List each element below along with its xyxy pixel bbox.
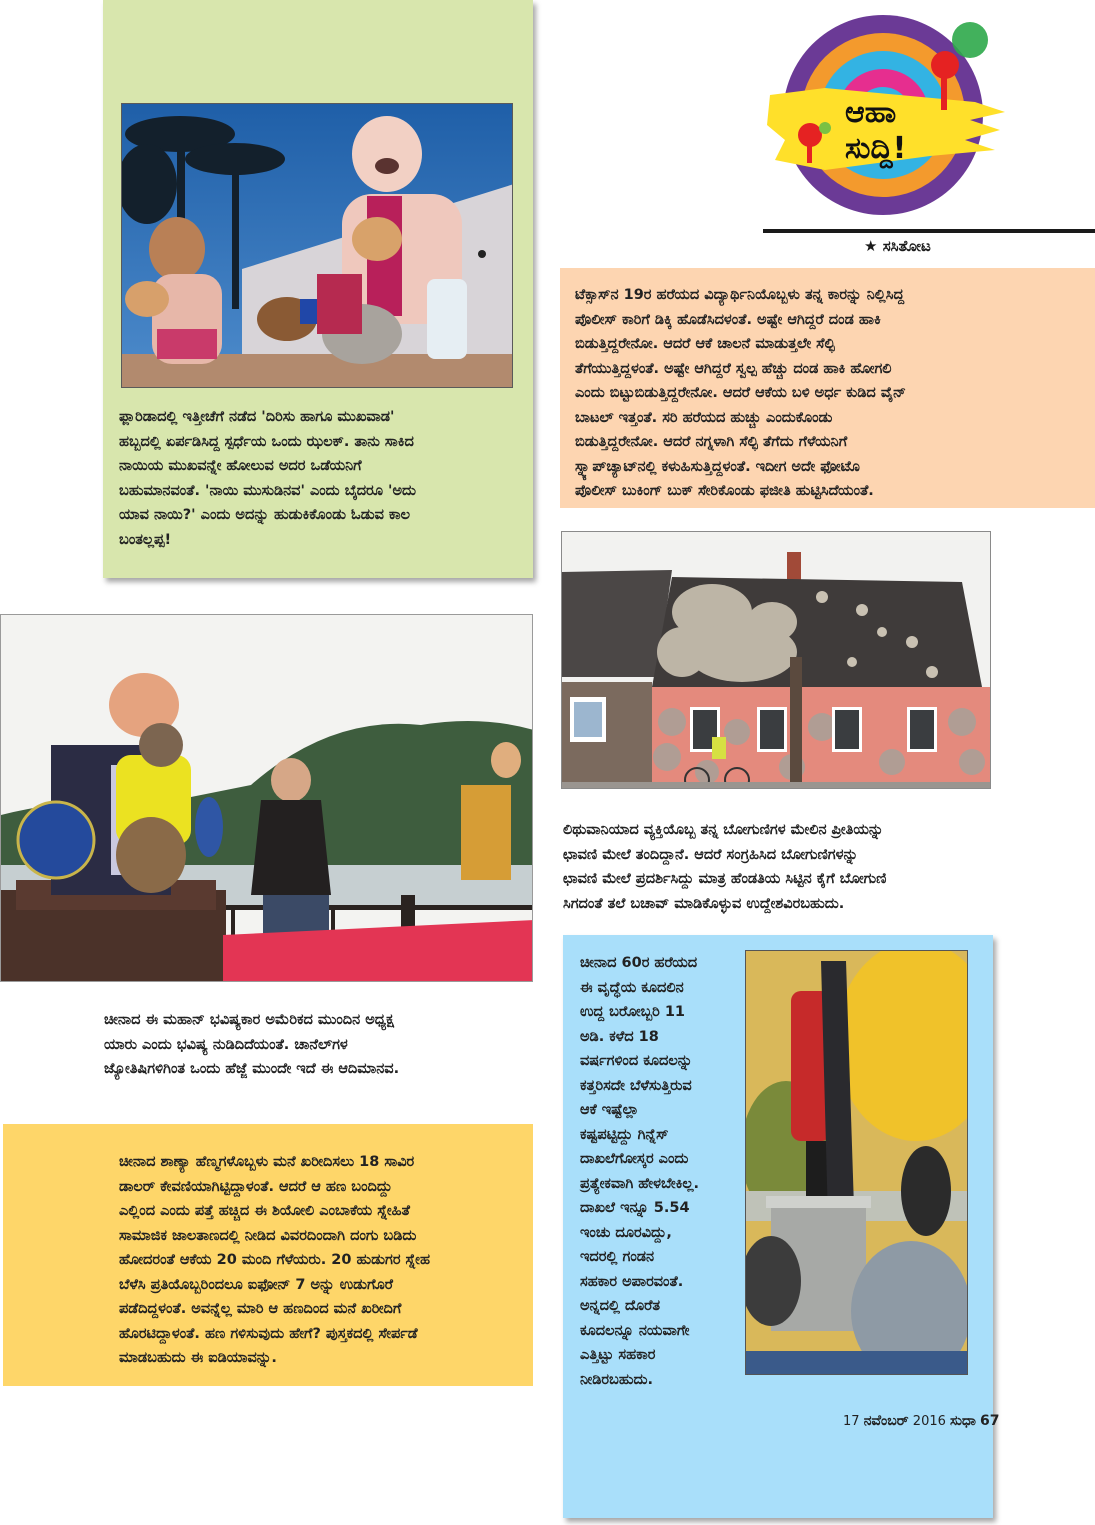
iphone-girl-text xyxy=(119,1150,514,1371)
story-line: ಎತ್ತಿಟ್ಟು ಸಹಕಾರ xyxy=(580,1347,656,1363)
caption-line: ಫ್ಲಾರಿಡಾದಲ್ಲಿ ಇತ್ತೀಚೆಗೆ ನಡೆದ 'ದಿರಿಸು ಹಾಗೂ ಮುಖವಾಡ' xyxy=(119,409,395,425)
issue-day: 17 xyxy=(843,1414,860,1429)
story-line: ಮಾಡಬಹುದು ಈ ಐಡಿಯಾವನ್ನು. xyxy=(119,1350,277,1366)
story-line: ಚೀನಾದ 60ರ ಹರೆಯದ xyxy=(580,955,698,971)
logo-text-line1: ಆಹಾ xyxy=(845,95,897,130)
story-line: ದಾಖಲೆಗೋಸ್ಕರ ಎಂದು xyxy=(580,1151,689,1167)
story-line: ಕತ್ತರಿಸದೇ ಬೆಳೆಸುತ್ತಿರುವ xyxy=(580,1077,692,1094)
story-line: ಉದ್ದ ಬರೋಬ್ಬರಿ 11 xyxy=(580,1004,686,1020)
caption-line: ಸಿಗದಂತೆ ತಲೆ ಬಚಾವ್ ಮಾಡಿಕೊಳ್ಳುವ ಉದ್ದೇಶವಿರಬಹುದು. xyxy=(563,895,845,912)
story-line: ಬಾಟಲ್ ಇತ್ತಂತೆ. ಸರಿ ಹರೆಯದ ಹುಚ್ಚು ಎಂದುಕೊಂಡು xyxy=(575,409,833,426)
woman-with-long-hair-photo xyxy=(745,950,968,1375)
caption-line: ಹಬ್ಬದಲ್ಲಿ ಏರ್ಪಡಿಸಿದ್ದ ಸ್ಪರ್ಧೆಯ ಒಂದು ಝಲಕ್. ತಾನು ಸಾಕಿದ xyxy=(119,433,414,450)
story-line: ತೆಗೆಯುತ್ತಿದ್ದಳಂತೆ. ಅಷ್ಟೇ ಆಗಿದ್ದರೆ ಸ್ವಲ್ಪ ಹೆಚ್ಚು ದಂಡ ಹಾಕಿ ಹೋಗಲಿ xyxy=(575,360,892,377)
story-line: ಚೀನಾದ ಶಾಣ್ಯಾ ಹೆಣ್ಮಗಳೊಬ್ಬಳು ಮನೆ ಖರೀದಿಸಲು 18 ಸಾವಿರ xyxy=(119,1154,415,1170)
story-line: ವರ್ಷಗಳಿಂದ ಕೂದಲನ್ನು xyxy=(580,1053,693,1069)
story-line: ಬಿಡುತ್ತಿದ್ದರೇನೋ. ಆದರೆ ಆಕೆ ಚಾಲನೆ ಮಾಡುತ್ತಲೇ ಸೆಲ್ಫಿ xyxy=(575,336,835,352)
page-number: 67 xyxy=(980,1413,1000,1429)
house-covered-with-pans-photo xyxy=(561,531,991,789)
story-line: ಪೊಲೀಸ್ ಕಾರಿಗೆ ಡಿಕ್ಕಿ ಹೊಡೆಸಿದಳಂತೆ. ಅಷ್ಟೇ ಆಗಿದ್ದರೆ ದಂಡ ಹಾಕಿ xyxy=(575,311,881,328)
caption-line: ಜ್ಯೋತಿಷಿಗಳಿಗಿಂತ ಒಂದು ಹೆಜ್ಜೆ ಮುಂದೇ ಇದೆ ಈ ಆದಿಮಾನವ. xyxy=(104,1061,400,1077)
story-line: ಹೊರಟಿದ್ದಾಳಂತೆ. ಹಣ ಗಳಿಸುವುದು ಹೇಗೆ? ಪುಸ್ತಕದಲ್ಲಿ ಸೇರ್ಪಡೆ xyxy=(119,1325,418,1342)
logo-text-line2: ಸುದ್ದಿ! xyxy=(845,131,907,166)
caption-line: ಛಾವಣಿ ಮೇಲೆ ತಂದಿದ್ದಾನೆ. ಆದರೆ ಸಂಗ್ರಹಿಸಿದ ಬೋಗುಣಿಗಳನ್ನು xyxy=(563,846,859,863)
story-line: ದಾಖಲೆ ಇನ್ನೂ 5.54 xyxy=(580,1200,690,1216)
issue-month: ನವೆಂಬರ್ xyxy=(863,1413,909,1429)
story-line: ಪ್ರತ್ಯೇಕವಾಗಿ ಹೇಳಬೇಕಿಲ್ಲ. xyxy=(580,1175,700,1192)
long-hair-text xyxy=(580,951,740,1392)
story-line: ಇಂಚು ದೂರವಿದ್ದು, xyxy=(580,1224,672,1241)
dog-festival-caption xyxy=(119,405,519,552)
caption-line: ಲಿಥುವಾನಿಯಾದ ವ್ಯಕ್ತಿಯೊಬ್ಬ ತನ್ನ ಬೋಗುಣಿಗಳ ಮೇಲಿನ ಪ್ರೀತಿಯನ್ನು xyxy=(563,822,884,838)
story-line: ಪೊಲೀಸ್ ಬುಕಿಂಗ್ ಬುಕ್ ಸೇರಿಕೊಂಡು ಫಜೀತಿ ಹುಟ್ಟಿಸಿದೆಯಂತೆ. xyxy=(575,483,874,499)
aha-suddi-logo xyxy=(765,10,1015,215)
star-icon: ★ xyxy=(864,237,878,255)
story-line: ನೀಡಿರಬಹುದು. xyxy=(580,1371,654,1388)
caption-line: ಬಂತಲ್ಲಪ್ಪ! xyxy=(119,531,172,548)
caption-line: ಯಾವ ನಾಯಿ?' ಎಂದು ಅದನ್ನು ಹುಡುಕಿಕೊಂಡು ಓಡುವ ಕಾಲ xyxy=(119,507,410,523)
story-line: ಸಹಕಾರ ಅಪಾರವಂತೆ. xyxy=(580,1273,684,1290)
story-line: ಇದರಲ್ಲಿ ಗಂಡನ xyxy=(580,1249,655,1265)
monkey-predicting-election-photo xyxy=(0,614,533,982)
section-divider xyxy=(763,229,1095,233)
story-line: ಸಾಮಾಜಿಕ ಜಾಲತಾಣದಲ್ಲಿ ನೀಡಿದ ವಿವರದಿಂದಾಗಿ ದಂಗು ಬಡಿದು xyxy=(119,1227,417,1244)
lithuania-house-caption xyxy=(563,818,993,916)
story-line: ಬಿಡುತ್ತಿದ್ದರೇನೋ. ಆದರೆ ನಗ್ನಳಾಗಿ ಸೆಲ್ಫಿ ತೆಗೆದು ಗೆಳೆಯನಿಗೆ xyxy=(575,434,848,450)
story-line: ಟೆಕ್ಸಾಸ್‌ನ 19ರ ಹರೆಯದ ವಿದ್ಯಾರ್ಥಿನಿಯೊಬ್ಬಳು ತನ್ನ ಕಾರನ್ನು ನಿಲ್ಲಿಸಿದ್ದ xyxy=(575,287,905,303)
caption-line: ಚೀನಾದ ಈ ಮಹಾನ್ ಭವಿಷ್ಯಕಾರ ಅಮೆರಿಕದ ಮುಂದಿನ ಅಧ್ಯಕ್ಷ xyxy=(104,1012,394,1028)
story-line: ಈ ವೃದ್ಧೆಯ ಕೂದಲಿನ xyxy=(580,979,684,996)
magazine-name: ಸುಧಾ xyxy=(950,1413,976,1429)
story-line: ಅನ್ನದಲ್ಲಿ ದೊರೆತ xyxy=(580,1298,661,1314)
monkey-prophet-caption xyxy=(104,1008,494,1082)
story-line: ಸ್ನ್ಯಾಪ್‌ಚ್ಯಾಟ್‌ನಲ್ಲಿ ಕಳುಹಿಸುತ್ತಿದ್ದಳಂತೆ. ಇದೀಗ ಅದೇ ಫೋಟೊ xyxy=(575,458,860,475)
dog-costume-festival-photo xyxy=(121,103,513,388)
issue-year: 2016 xyxy=(912,1414,946,1429)
story-line: ಎಲ್ಲಿಂದ ಎಂದು ಪತ್ತೆ ಹಚ್ಚಿದ ಈ ಶಿಯೋಲಿ ಎಂಬಾಕೆಯ ಸ್ನೇಹಿತೆ xyxy=(119,1203,410,1219)
story-line: ಹೋದರಂತೆ ಆಕೆಯ 20 ಮಂದಿ ಗೆಳೆಯರು. 20 ಹುಡುಗರ ಸ್ನೇಹ xyxy=(119,1252,431,1268)
texas-selfie-text xyxy=(575,283,1005,504)
story-line: ಅಡಿ. ಕಳೆದ 18 xyxy=(580,1028,659,1045)
page-footer xyxy=(843,1412,1000,1431)
author-byline xyxy=(864,236,931,256)
story-line: ಆಕೆ ಇಷ್ಟೆಲ್ಲಾ xyxy=(580,1102,639,1118)
caption-line: ನಾಯಿಯ ಮುಖವನ್ನೇ ಹೋಲುವ ಅದರ ಒಡೆಯನಿಗೆ xyxy=(119,458,362,474)
caption-line: ಛಾವಣಿ ಮೇಲೆ ಪ್ರದರ್ಶಿಸಿದ್ದು ಮಾತ್ರ ಹೆಂಡತಿಯ ಸಿಟ್ಟಿನ ಕೈಗೆ ಬೋಗುಣಿ xyxy=(563,871,887,887)
caption-line: ಬಹುಮಾನವಂತೆ. 'ನಾಯಿ ಮುಸುಡಿನವ' ಎಂದು ಬೈದರೂ 'ಅದು xyxy=(119,482,417,499)
author-name: ಸಸಿತೋಟ xyxy=(882,237,931,255)
story-line: ಎಂದು ಬಿಟ್ಟುಬಿಡುತ್ತಿದ್ದರೇನೋ. ಆದರೆ ಆಕೆಯ ಬಳಿ ಅರ್ಧ ಕುಡಿದ ವೈನ್ xyxy=(575,385,906,401)
story-line: ಕೂದಲನ್ನೂ ನಯವಾಗೇ xyxy=(580,1322,690,1339)
story-line: ಡಾಲರ್ ಕೇವಣಿಯಾಗಿಟ್ಟಿದ್ದಾಳಂತೆ. ಆದರೆ ಆ ಹಣ ಬಂದಿದ್ದು xyxy=(119,1178,393,1195)
caption-line: ಯಾರು ಎಂದು ಭವಿಷ್ಯ ನುಡಿದಿದೆಯಂತೆ. ಚಾನೆಲ್‌ಗಳ xyxy=(104,1036,348,1053)
story-line: ಬೆಳೆಸಿ ಪ್ರತಿಯೊಬ್ಬರಿಂದಲೂ ಐಫೋನ್ 7 ಅನ್ನು ಉಡುಗೊರೆ xyxy=(119,1276,393,1293)
story-line: ಪಡೆದಿದ್ದಳಂತೆ. ಅವನ್ನೆಲ್ಲ ಮಾರಿ ಆ ಹಣದಿಂದ ಮನೆ ಖರೀದಿಗೆ xyxy=(119,1301,402,1317)
story-line: ಕಷ್ಟಪಟ್ಟಿದ್ದು ಗಿನ್ನೆಸ್ xyxy=(580,1126,669,1143)
